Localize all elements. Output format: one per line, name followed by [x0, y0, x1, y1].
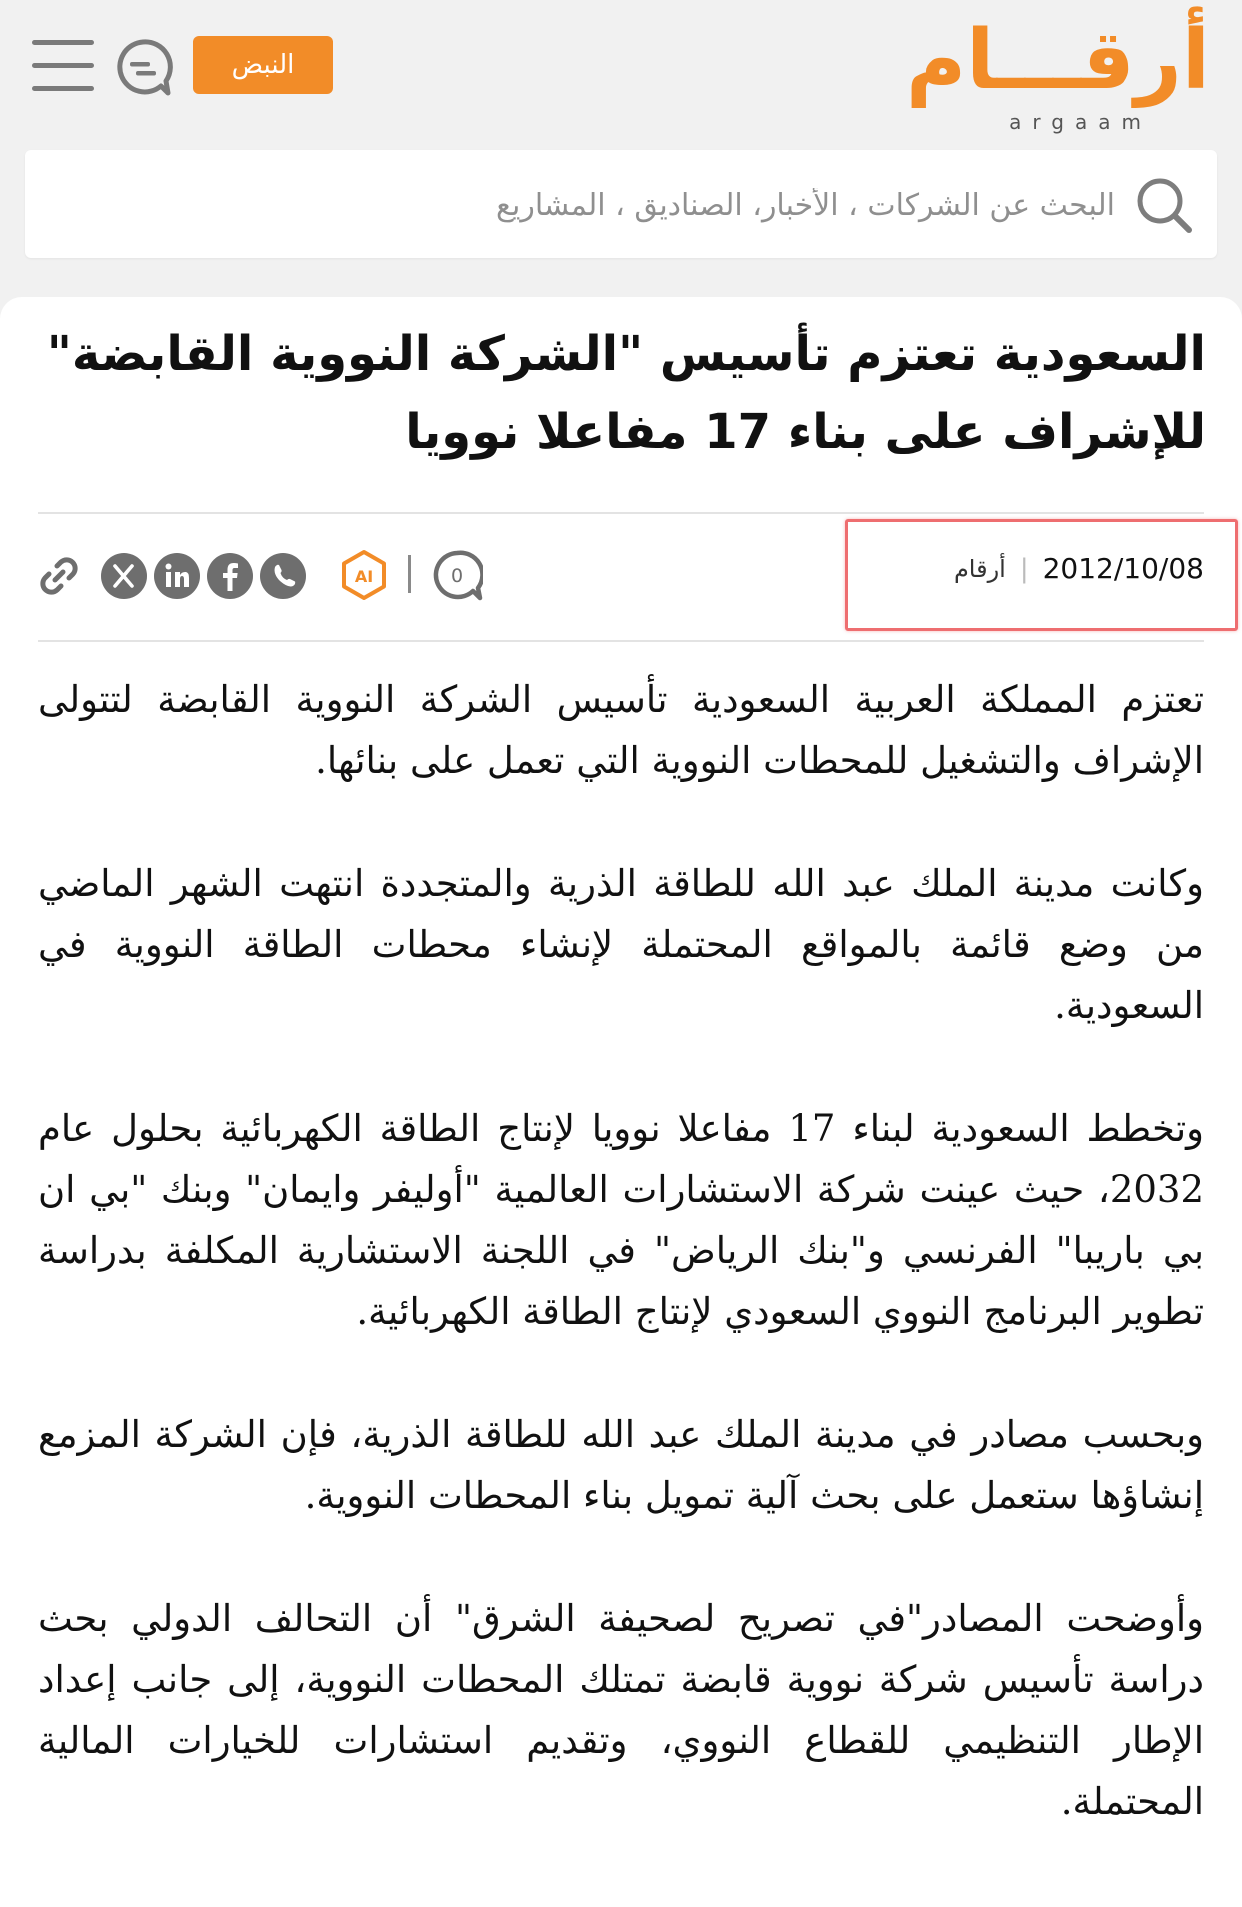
- search-bar: [25, 150, 1217, 258]
- facebook-icon[interactable]: [207, 553, 253, 603]
- ai-icon[interactable]: [339, 549, 389, 605]
- hamburger-menu-icon[interactable]: [32, 38, 94, 94]
- toolbar-separator: [408, 555, 412, 597]
- argaam-logo[interactable]: [906, 13, 1210, 134]
- comments-icon[interactable]: [431, 549, 483, 607]
- chat-icon[interactable]: [113, 37, 173, 97]
- top-header: [0, 0, 1242, 140]
- comments-count: 0: [450, 565, 464, 587]
- search-icon[interactable]: [1133, 174, 1195, 236]
- divider: [38, 512, 1204, 514]
- link-icon[interactable]: [36, 553, 82, 603]
- article-body: [38, 669, 1204, 1894]
- pulse-button[interactable]: النبض: [193, 36, 333, 94]
- whatsapp-icon[interactable]: [260, 553, 306, 603]
- article-source[interactable]: أرقام: [953, 554, 1006, 583]
- divider: [38, 640, 1204, 642]
- article-card: [0, 297, 1242, 1907]
- article-paragraph: وبحسب مصادر في مدينة الملك عبد الله للطاقة الذرية، فإن الشركة المزمع إنشاؤها ستعمل على بحث آلية تمويل بناء المحطات النووية.: [38, 1413, 1204, 1517]
- linkedin-icon[interactable]: [154, 553, 200, 603]
- search-input[interactable]: [113, 170, 1117, 240]
- logo-latin-text: argaam: [1009, 110, 1152, 134]
- ai-label: AI: [354, 567, 374, 586]
- article-title: السعودية تعتزم تأسيس "الشركة النووية القابضة" للإشراف على بناء 17 مفاعلا نوويا: [46, 326, 1206, 460]
- article-meta: [954, 552, 1204, 585]
- article-paragraph: وكانت مدينة الملك عبد الله للطاقة الذرية والمتجددة انتهت الشهر الماضي من وضع قائمة بالمواقع المحتملة لإنشاء محطات الطاقة النووية في السعودية.: [38, 862, 1205, 1027]
- article-date: 2012/10/08: [1042, 552, 1204, 585]
- x-icon[interactable]: [101, 553, 147, 603]
- article-paragraph: وتخطط السعودية لبناء 17 مفاعلا نوويا لإنتاج الطاقة الكهربائية بحلول عام 2032، حيث عينت شركة الاستشارات العالمية "أوليفر وايمان" وبنك "بي ان بي باريبا" الفرنسي و"بنك الرياض" في اللجنة الاستشارية المكلفة بدراسة تطوير البرنامج النووي السعودي لإنتاج الطاقة الكهربائية.: [38, 1107, 1204, 1333]
- meta-separator: |: [1019, 553, 1029, 584]
- logo-arabic-text: أرقـــام: [906, 13, 1210, 108]
- article-paragraph: تعتزم المملكة العربية السعودية تأسيس الشركة النووية القابضة لتتولى الإشراف والتشغيل للمحطات النووية التي تعمل على بنائها.: [38, 678, 1204, 782]
- article-paragraph: وأوضحت المصادر"في تصريح لصحيفة الشرق" أن التحالف الدولي بحث دراسة تأسيس شركة نووية قابضة تمتلك المحطات النووية، إلى جانب إعداد الإطار التنظيمي للقطاع النووي، وتقديم استشارات للخيارات المالية المحتملة.: [38, 1597, 1204, 1823]
